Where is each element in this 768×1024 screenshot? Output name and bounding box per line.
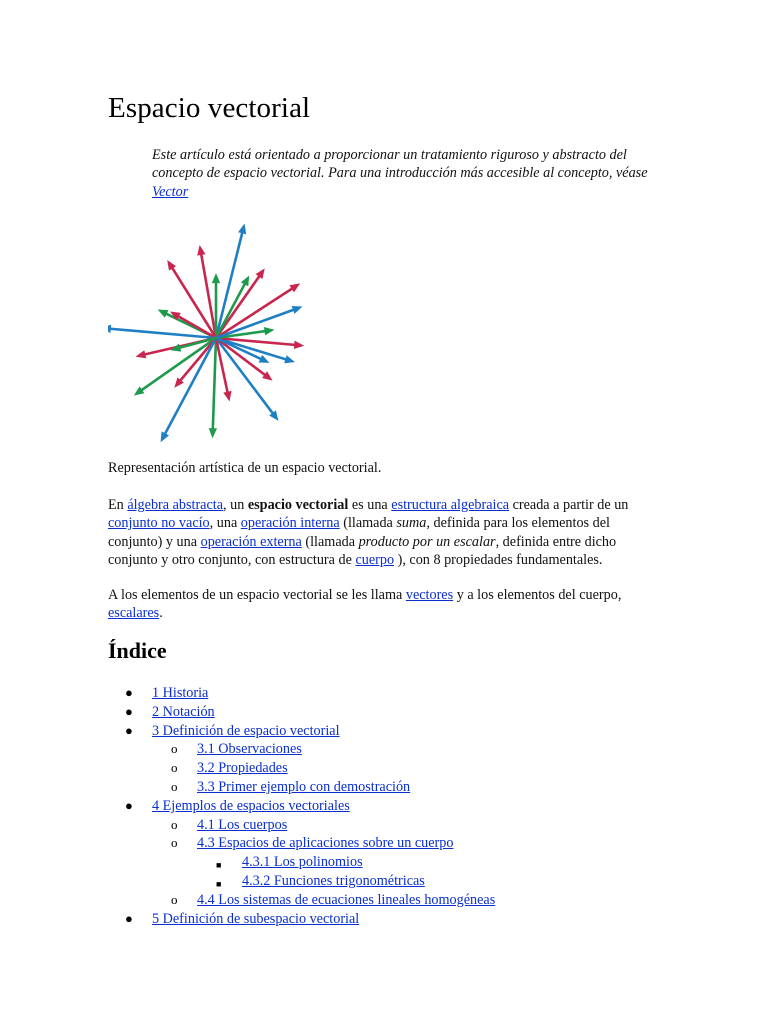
- toc-link[interactable]: 4.3.2 Funciones trigonométricas: [242, 872, 425, 889]
- toc-bullet-icon: o: [171, 891, 178, 907]
- term-vector-space: espacio vectorial: [247, 497, 349, 513]
- hatnote-text: Este artículo está orientado a proporcionar un tratamiento riguroso y abstracto del concepto de espacio vectorial. Para una introducción más accesible al concepto, véase: [152, 147, 648, 182]
- toc-bullet-icon: o: [171, 741, 178, 757]
- external-operation-link[interactable]: operación externa: [200, 533, 302, 550]
- toc-item: [108, 910, 668, 929]
- intro-text-6: (llamada: [339, 515, 397, 532]
- blue-arrow: [161, 338, 216, 442]
- internal-operation-link[interactable]: operación interna: [240, 515, 340, 532]
- scalars-link[interactable]: escalares: [108, 605, 160, 622]
- toc-link[interactable]: 4.1 Los cuerpos: [197, 816, 288, 833]
- red-arrow: [216, 268, 265, 338]
- abstract-algebra-link[interactable]: álgebra abstracta: [127, 497, 224, 513]
- toc-bullet-icon: o: [171, 835, 178, 851]
- toc-item: [108, 684, 668, 703]
- toc-link[interactable]: 2 Notación: [152, 703, 215, 720]
- vectors-link[interactable]: vectores: [405, 587, 454, 603]
- nonempty-set-link[interactable]: conjunto no vacío: [108, 515, 210, 532]
- toc-link[interactable]: 4.4 Los sistemas de ecuaciones lineales homogéneas: [197, 891, 496, 908]
- toc-link[interactable]: 1 Historia: [152, 685, 209, 701]
- intro-paragraph: [108, 496, 663, 570]
- toc-link[interactable]: 4 Ejemplos de espacios vectoriales: [152, 797, 350, 814]
- intro-text-5: , una: [209, 515, 241, 532]
- vector-link[interactable]: Vector: [152, 183, 189, 200]
- toc-bullet-icon: ●: [125, 703, 133, 719]
- toc-link[interactable]: 3.3 Primer ejemplo con demostración: [197, 778, 411, 795]
- toc-bullet-icon: ■: [216, 878, 222, 889]
- toc-item: [108, 740, 668, 759]
- toc-item: [108, 872, 668, 891]
- toc-item: [108, 722, 668, 741]
- toc-item: [108, 759, 668, 778]
- toc-link[interactable]: 3 Definición de espacio vectorial: [152, 722, 340, 739]
- algebraic-structure-link[interactable]: estructura algebraica: [391, 497, 510, 513]
- intro-text-8: (llamada: [301, 533, 359, 550]
- toc-bullet-icon: o: [171, 760, 178, 776]
- green-arrow: [209, 338, 217, 438]
- intro-text-1: En: [108, 497, 128, 513]
- elements-paragraph: [108, 586, 663, 623]
- para2-text-2: y a los elementos del cuerpo,: [453, 587, 622, 603]
- intro-text-3: es una: [348, 497, 392, 513]
- toc-bullet-icon: ●: [125, 910, 133, 926]
- toc-item: [108, 834, 668, 853]
- page-title: Espacio vectorial: [108, 92, 311, 124]
- toc-heading: Índice: [108, 638, 167, 663]
- field-link[interactable]: cuerpo: [355, 552, 395, 569]
- toc-bullet-icon: ●: [125, 797, 133, 813]
- toc-bullet-icon: o: [171, 816, 178, 832]
- intro-text-9: , definida entre dicho conjunto y otro conjunto, con estructura de: [108, 533, 617, 569]
- vector-space-figure: [108, 200, 318, 460]
- para2-text-1: A los elementos de un espacio vectorial se les llama: [108, 587, 406, 603]
- toc-bullet-icon: o: [171, 778, 178, 794]
- toc-item: [108, 816, 668, 835]
- intro-text-4: creada a partir de un: [509, 497, 629, 513]
- toc-item: [108, 891, 668, 910]
- hatnote: [152, 146, 672, 201]
- toc-link[interactable]: 3.2 Propiedades: [197, 760, 288, 777]
- vector-arrows-illustration: [108, 200, 318, 460]
- toc-bullet-icon: ●: [125, 685, 133, 700]
- toc-item: [108, 703, 668, 722]
- intro-text-2: , un: [223, 497, 248, 513]
- toc-item: [108, 797, 668, 816]
- toc-item: [108, 778, 668, 797]
- toc-item: [108, 853, 668, 872]
- toc-link[interactable]: 3.1 Observaciones: [197, 741, 302, 758]
- term-scalar-product: producto por un escalar: [358, 533, 496, 550]
- toc-link[interactable]: 5 Definición de subespacio vectorial: [152, 910, 360, 927]
- table-of-contents: [108, 684, 668, 928]
- para2-text-3: .: [159, 605, 163, 622]
- intro-text-7: , definida para los elementos del conjunto) y una: [108, 515, 610, 550]
- term-sum: suma: [396, 515, 427, 532]
- toc-link[interactable]: 4.3 Espacios de aplicaciones sobre un cuerpo: [197, 835, 454, 852]
- toc-link[interactable]: 4.3.1 Los polinomios: [242, 854, 363, 871]
- toc-bullet-icon: ■: [216, 860, 222, 871]
- toc-bullet-icon: ●: [125, 722, 133, 738]
- intro-text-10: ), con 8 propiedades fundamentales.: [394, 552, 603, 569]
- figure-caption: Representación artística de un espacio vectorial.: [108, 460, 382, 476]
